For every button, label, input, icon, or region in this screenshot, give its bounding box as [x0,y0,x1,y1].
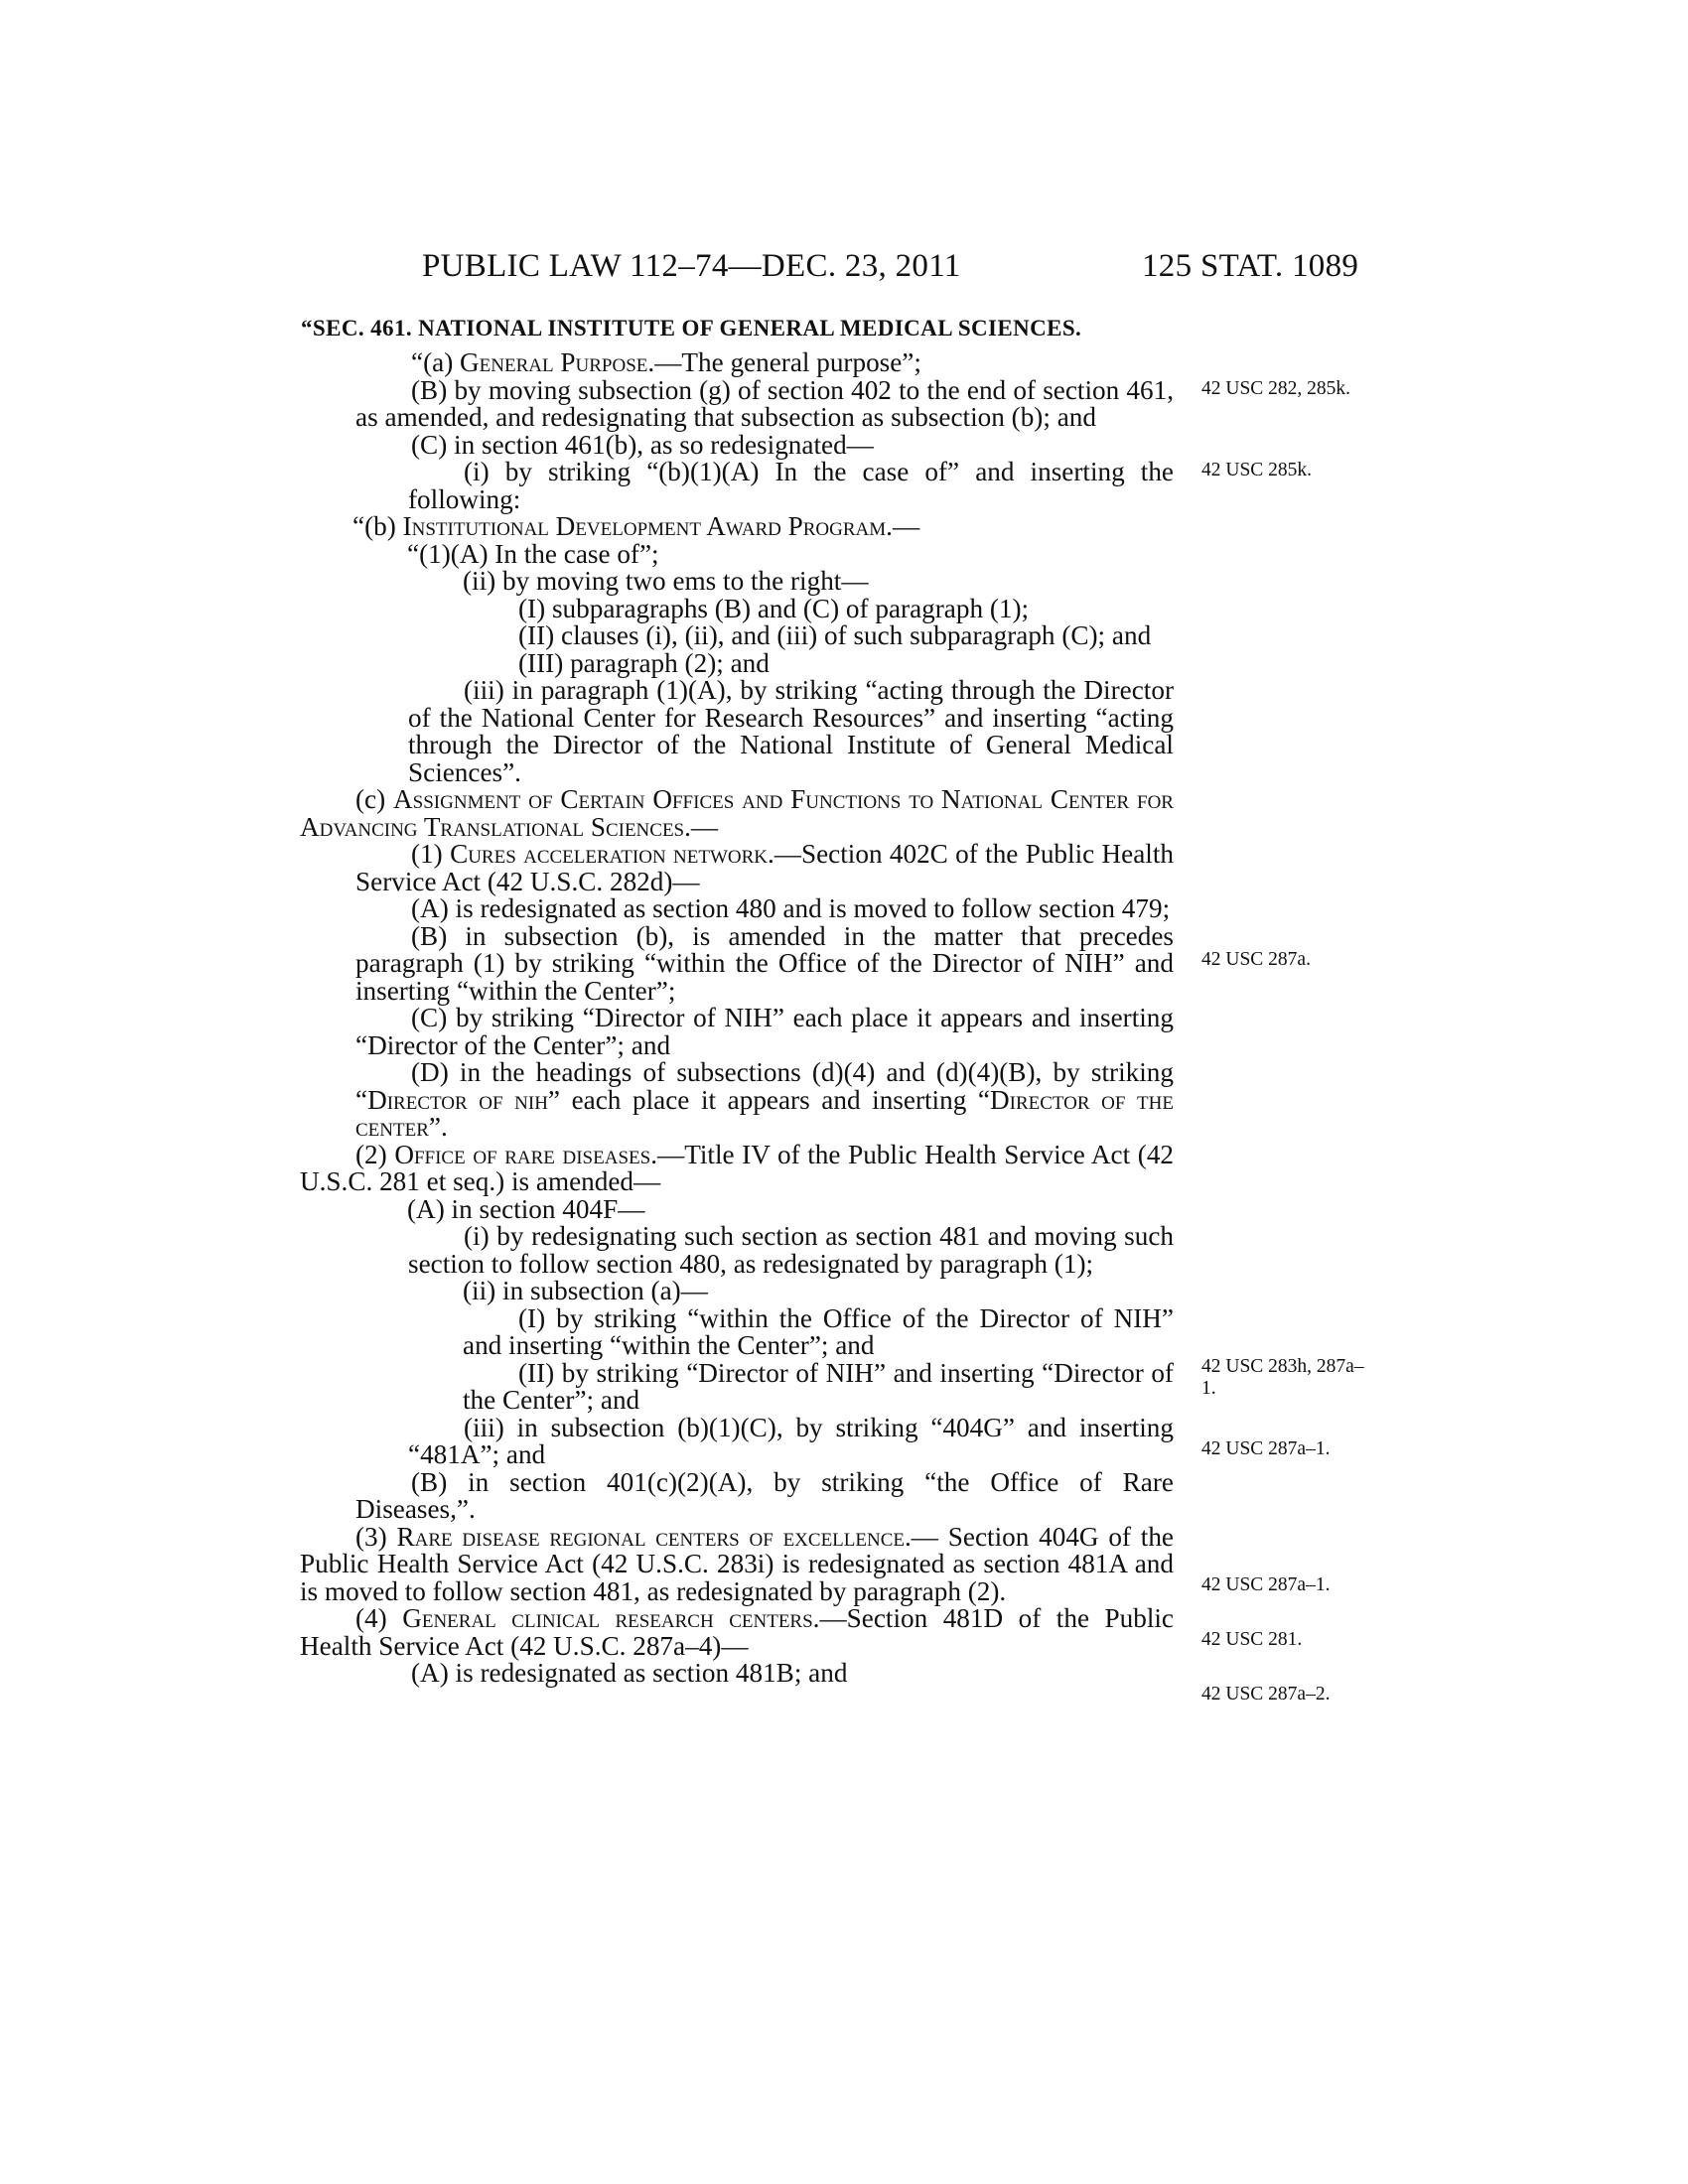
document-body [300,349,1174,1688]
subsection-c [300,786,1174,841]
paragraph-c3-text: .— Section 404G of the Public Health Service Act (42 U.S.C. 283i) is redesignated as section 481A and is moved to follow section 481, as redesignated by paragraph (2). [300,1521,1174,1606]
paragraph-c2-heading: Office of rare diseases [394,1139,651,1169]
subclause-c2-A-ii-I: (I) by striking “within the Office of the Director of NIH” and inserting “within the Center”; and [463,1302,1174,1360]
paragraph-c1-D-text: (D) in the headings of subsections (d)(4) and (d)(4)(B), by striking “ [355,1057,1174,1115]
subclause-III: (III) paragraph (2); and [518,647,770,678]
paragraph-c4-text: .—Section 481D of the Public Health Service Act (42 U.S.C. 287a–4)— [300,1603,1175,1661]
paragraph-c1-D-end: ”. [428,1112,448,1142]
margin-note: 42 USC 287a–1. [1201,1574,1331,1595]
subclause-c2-A-ii-II: (II) by striking “Director of NIH” and inserting “Director of the Center”; and [463,1357,1174,1415]
subsection-c-label: (c) [355,784,394,814]
paragraph-1A: “(1)(A) In the case of”; [407,538,659,569]
paragraph-c4-A: (A) is redesignated as section 481B; and [411,1658,848,1688]
paragraph-c1-D-text-2: ” each place it appears and inserting “ [547,1084,990,1115]
paragraph-c2-text: .—Title IV of the Public Health Service Act (42 U.S.C. 281 et seq.) is amended— [300,1139,1175,1196]
paragraph-c1-heading: Cures acceleration network [450,839,768,869]
paragraph-c2-A: (A) in section 404F— [407,1193,645,1224]
paragraph-c1 [300,841,1174,895]
section-heading: “SEC. 461. NATIONAL INSTITUTE OF GENERAL MEDICAL SCIENCES. [301,316,1082,341]
margin-note: 42 USC 281. [1201,1629,1303,1650]
amendment-C-section: (C) in section 461(b), as so redesignated— [411,429,874,460]
clause-c2-A-ii: (ii) in subsection (a)— [463,1276,708,1305]
paragraph-c2-B: (B) in section 401(c)(2)(A), by striking “the Office of Rare Diseases,”. [355,1466,1174,1524]
paragraph-c3-label: (3) [355,1521,397,1552]
clause-iii-paragraph: (iii) in paragraph (1)(A), by striking “acting through the Director of the National Center for Research Resources” and inserting “acting through the Director of the National Institute of General Medical Sciences”. [408,675,1174,787]
paragraph-c1-C: (C) by striking “Director of NIH” each place it appears and inserting “Director of the Center”; and [355,1003,1174,1060]
margin-note: 42 USC 285k. [1201,460,1313,480]
paragraph-c1-text: .—Section 402C of the Public Health Service Act (42 U.S.C. 282d)— [355,839,1175,896]
paragraph-c4-label: (4) [355,1603,403,1633]
paragraph-c3 [300,1521,1174,1606]
clause-c2-A-i: (i) by redesignating such section as section 481 and moving such section to follow section 480, as redesignated by paragraph (1); [408,1221,1174,1279]
subsection-b-text: .— [886,511,920,541]
subsection-a-text: .—The general purpose”; [647,347,921,377]
subsection-a-heading: General Purpose [460,347,648,377]
paragraph-c2-label: (2) [355,1139,395,1169]
clause-c2-A-iii: (iii) in subsection (b)(1)(C), by striking “404G” and inserting “481A”; and [408,1412,1174,1469]
subsection-a [300,349,1174,377]
running-header-page: 125 STAT. 1089 [1142,248,1359,284]
margin-note: 42 USC 282, 285k. [1201,378,1351,399]
clause-ii-moving: (ii) by moving two ems to the right— [463,566,869,596]
paragraph-c1-D-old-heading: Director of nih [367,1084,548,1115]
subsection-b [300,513,1174,541]
clause-i-striking: (i) by striking “(b)(1)(A) In the case of” and inserting the following: [408,457,1174,514]
paragraph-c1-label: (1) [411,839,451,869]
subsection-c-text: .— [684,811,719,842]
margin-note: 42 USC 287a–2. [1201,1684,1331,1705]
subsection-c-heading: Assignment of Certain Offices and Functions to National Center for Advancing Translational Sciences [300,784,1174,842]
subsection-b-heading: Institutional Development Award Program [402,511,887,541]
margin-note: 42 USC 283h, 287a–1. [1201,1356,1364,1399]
margin-note: 42 USC 287a. [1201,949,1311,970]
running-header-title: PUBLIC LAW 112–74—DEC. 23, 2011 [422,248,961,284]
margin-note: 42 USC 287a–1. [1201,1438,1331,1459]
subsection-b-label: “(b) [352,511,403,541]
paragraph-c1-A: (A) is redesignated as section 480 and is moved to follow section 479; [411,893,1171,923]
subsection-a-label: “(a) [411,347,461,377]
paragraph-c3-heading: Rare disease regional centers of excellence [396,1521,905,1552]
paragraph-c4-heading: General clinical research centers [402,1603,813,1633]
paragraph-c4 [300,1605,1174,1660]
paragraph-c2 [300,1139,1175,1196]
subclause-II: (II) clauses (i), (ii), and (iii) of such subparagraph (C); and [518,620,1152,650]
paragraph-c1-D-new-heading: Director of the center [355,1084,1174,1142]
amendment-B-moving: (B) by moving subsection (g) of section 402 to the end of section 461, as amended, and redesignating that subsection as subsection (b); and [355,374,1174,432]
paragraph-c1-D [300,1059,1174,1142]
paragraph-c1-B: (B) in subsection (b), is amended in the matter that precedes paragraph (1) by striking “within the Office of the Director of NIH” and inserting “within the Center”; [355,920,1174,1006]
subclause-I: (I) subparagraphs (B) and (C) of paragraph (1); [518,593,1030,623]
